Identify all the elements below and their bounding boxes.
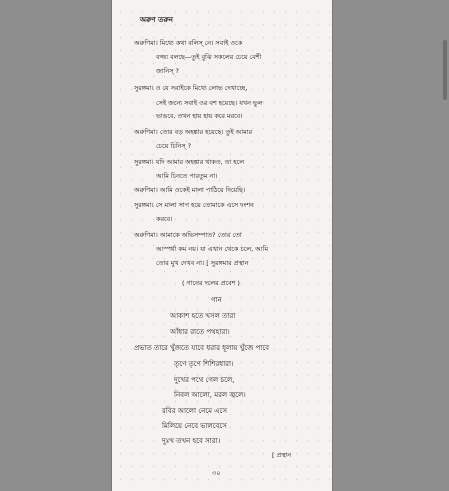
song-heading: গান bbox=[211, 296, 222, 304]
document-page bbox=[112, 0, 332, 491]
song-line: নিবল আলো, মরল জ্বলে। bbox=[174, 391, 246, 399]
text-line: করবে। bbox=[156, 215, 173, 223]
text-line: আস্পর্ধা কম নয়। যা এখান থেকে চলে, আমি bbox=[156, 245, 268, 253]
scrollbar-thumb[interactable] bbox=[443, 40, 447, 100]
viewer-background-left bbox=[0, 0, 112, 491]
text-line: আমি চিনতে পারতুম না। bbox=[156, 172, 218, 180]
text-line: চেয়ে চিনিস্ ? bbox=[156, 142, 191, 150]
song-line: তৃণে তৃণে শিশিরধারা। bbox=[174, 360, 234, 368]
song-line: দুঃখ তখন হবে সারা। bbox=[162, 437, 221, 445]
text-line: সুরঙ্গমা। যদি আমার অহঙ্কার থাকত, তা হলে bbox=[134, 158, 244, 166]
song-line: দুখের পথে গেল চলে, bbox=[174, 376, 235, 384]
viewer-background-right bbox=[332, 0, 449, 491]
text-line: অরুণিমা। আমি ওকেই মালা পাঠিয়ে দিয়েছি। bbox=[134, 186, 246, 194]
text-line: সুরঙ্গমা। সে মালা সাপ হয়ে তোমাকে এসে দংশন bbox=[134, 201, 254, 209]
text-line: জানিস্ ? bbox=[156, 67, 179, 75]
text-line: অরুণিমা। আমাকে অভিসম্পাত? তোর তো bbox=[134, 231, 242, 239]
text-line: তোর মুখ দেখব না। [ সুরঙ্গমার প্রস্থান bbox=[156, 259, 249, 267]
song-line: রবির আলো নেমে এসে bbox=[162, 407, 227, 415]
text-line: অরুণিমা। মিথ্যে কথা বলিস্ নে। সবাই ওকে bbox=[134, 39, 243, 47]
song-line: আঁধার রাতে পথহারা। bbox=[170, 328, 230, 336]
text-line: সুরঙ্গমা। ও যে সবাইকে মিথ্যে লোভ দেখাচ্ছে, bbox=[134, 84, 248, 92]
text-line: বজ্জ্য বলছে—তুই বুঝি সকলের চেয়ে বেশী bbox=[156, 53, 262, 61]
exit-direction: [ প্রস্থান bbox=[272, 451, 292, 459]
stage-direction: ( গানের দলের প্রবেশ ) bbox=[182, 279, 240, 287]
song-line: আকাশ হতে খসল তারা bbox=[170, 312, 236, 320]
song-line: প্রভাত তারে খুঁজতে যাবে ধরার ধূলায় খুঁজে পাবে bbox=[134, 344, 270, 352]
text-line: অরুণিমা। তোর বড় অহঙ্কার হয়েছে। তুই আমার bbox=[134, 128, 253, 136]
text-line: ভাঙবে, তখন হায় হায় করে মরবে। bbox=[156, 112, 243, 120]
page-number: ৩০ bbox=[212, 469, 221, 477]
text-line: সেই জন্যে সবাই ওর বশ হয়েছে। যখন ভুল bbox=[156, 99, 263, 107]
running-header: অরুণ তরুন bbox=[140, 16, 173, 24]
song-line: মিলিয়ে নেবে ভালবেসে bbox=[162, 422, 227, 430]
